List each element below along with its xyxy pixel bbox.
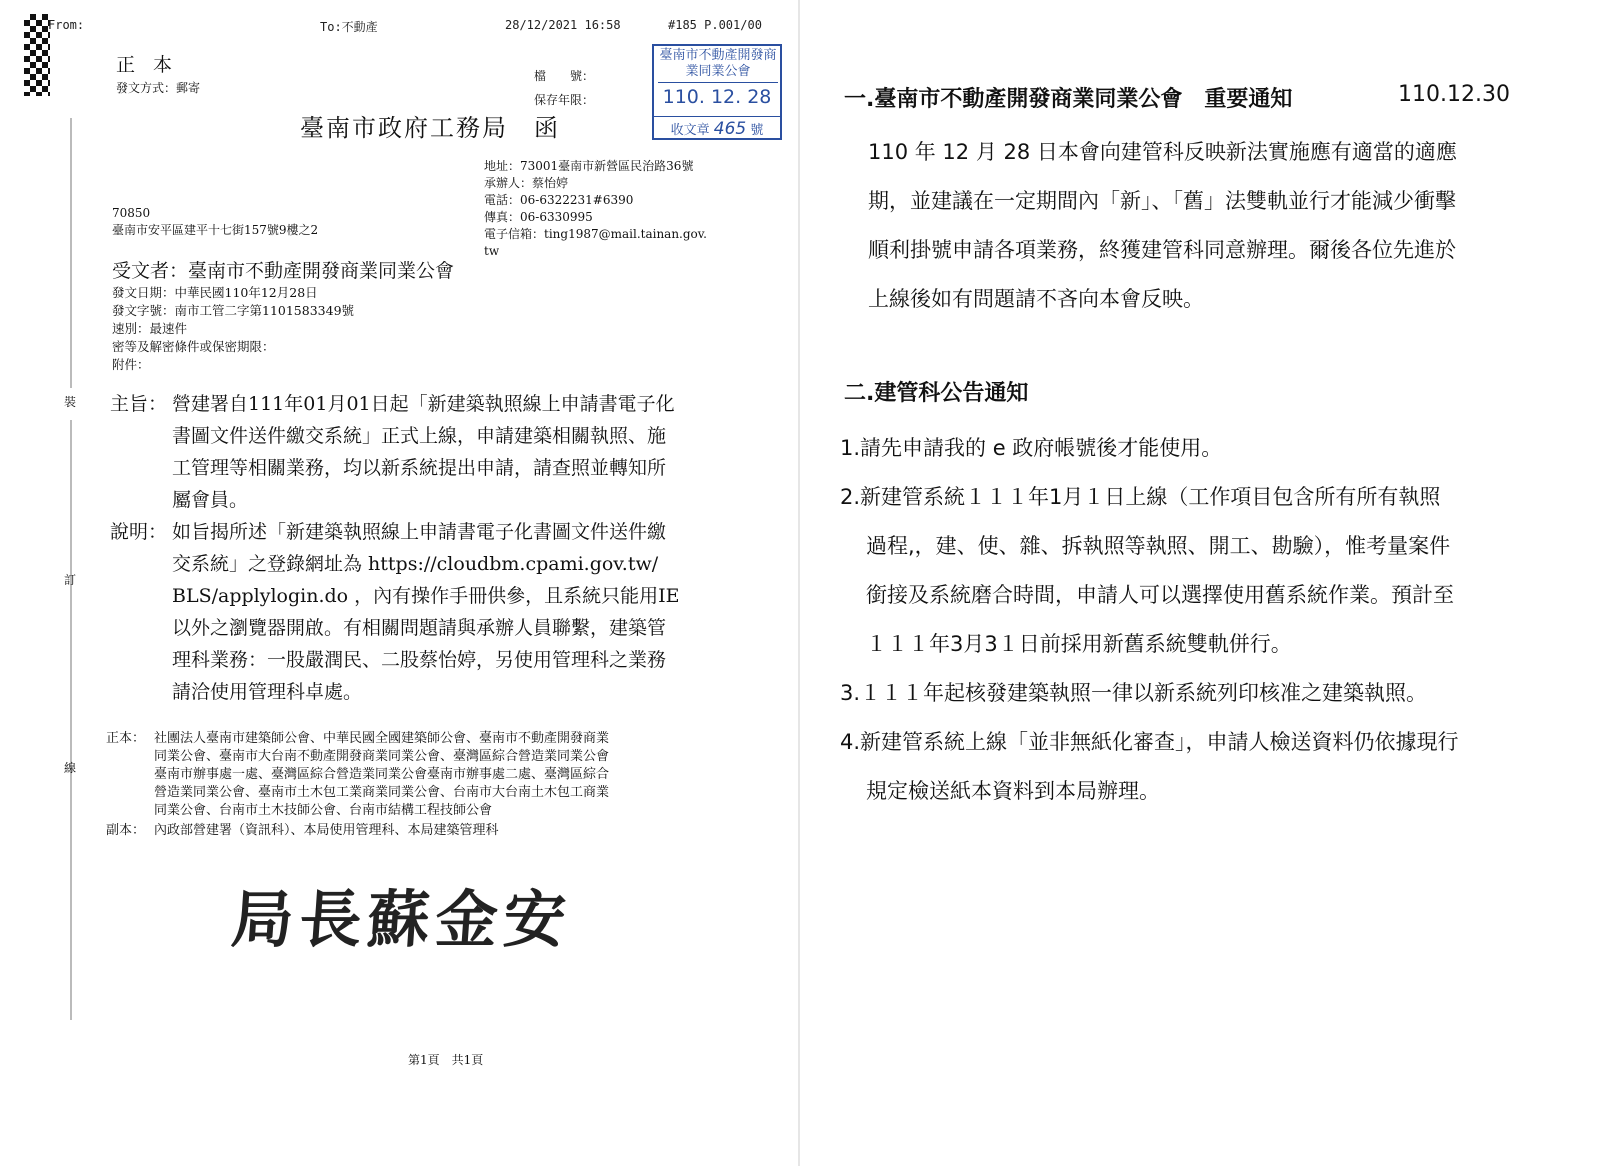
- notice-item-4: 4.新建管系統上線「並非無紙化審查」，申請人檢送資料仍依據現行 規定檢送紙本資料到本局辦理。: [840, 730, 1459, 803]
- binding-line-top: [70, 118, 72, 388]
- stamp-receipt: 收文章 465 號: [654, 116, 780, 139]
- subject-text: 營建署自111年01月01日起「新建築執照線上申請書電子化 書圖文件送件繳交系統」正式上線，申請建築相關執照、施 工管理等相關業務，均以新系統提出申請，請查照並轉知所 屬會員。: [172, 393, 675, 511]
- section2-items: [840, 424, 1580, 816]
- binding-line-bottom: [70, 420, 72, 1020]
- subject-label: 主旨：: [110, 393, 168, 415]
- fax-to: To:不動產: [320, 20, 378, 34]
- notice-item-1: 1.請先申請我的 e 政府帳號後才能使用。: [840, 436, 1223, 460]
- stamp-org: 臺南市不動產開發商業同業公會: [658, 48, 778, 83]
- binding-mark-ding: 訂: [64, 573, 77, 587]
- association-notice-page: [800, 0, 1600, 1166]
- recipient-zip: 70850: [112, 206, 151, 220]
- copy-type: 正 本: [116, 54, 179, 76]
- director-signature: 局長蘇金安: [229, 883, 575, 956]
- page-footer: 第1頁 共1頁: [408, 1053, 484, 1067]
- file-no-label: 檔 號：: [534, 69, 595, 83]
- agency-title: 臺南市政府工務局 函: [300, 114, 560, 142]
- cc-list: 社團法人臺南市建築師公會、中華民國全國建築師公會、臺南市不動產開發商業 同業公會、臺南市大台南不動產開發商業同業公會、臺灣區綜合營造業同業公會 臺南市辦事處一處、臺灣區綜合營造業同業公會臺南市辦事處二處、臺灣區綜合 營造業同業公會、臺南市土木包工業商業同業公會、台南市大台南土木包工商業 同業公會、台南市土木技師公會、台南市結構工程技師公會: [154, 731, 610, 818]
- copy-line: 內政部營建署（資訊科）、本局使用管理科、本局建築管理科: [154, 823, 499, 838]
- notice-item-3: 3.１１１年起核發建築執照一律以新系統列印核准之建築執照。: [840, 681, 1428, 705]
- stamp-date: 110. 12. 28: [662, 86, 772, 108]
- copy-label: 副本：: [106, 823, 146, 838]
- explain-label: 說明：: [110, 521, 168, 543]
- fax-datetime: 28/12/2021 16:58: [505, 18, 621, 32]
- recipient: 受文者：臺南市不動產開發商業同業公會: [112, 260, 455, 282]
- notice-item-2: 2.新建管系統１１１年1月１日上線（工作項目包含所有所有執照 過程,，建、使、雜、拆執照等執照、開工、勘驗），惟考量案件 銜接及系統磨合時間，申請人可以選擇使用舊系統作業。預計至 １１１年3月3１日前採用新舊系統雙軌併行。: [840, 485, 1454, 656]
- letter-meta: 發文日期：中華民國110年12月28日 發文字號：南市工管二字第1101583349號 速別：最速件 密等及解密條件或保密期限： 附件：: [112, 285, 355, 372]
- send-method: 發文方式：郵寄: [116, 81, 201, 95]
- explain-text: 如旨揭所述「新建築執照線上申請書電子化書圖文件送件繳 交系統」之登錄網址為 https://cloudbm.cpami.gov.tw/ BLS/applylogin.do ，內有操作手冊供參，且系統只能用IE 以外之瀏覽器開啟。有相關問題請與承辦人員聯繫，建築管 理科業務：一股嚴潤民、二股蔡怡婷，另使用管理科之業務 請洽使用管理科卓處。: [172, 521, 680, 703]
- section2-heading: 二.建管科公告通知: [844, 381, 1029, 406]
- notice-heading: 一.臺南市不動產開發商業同業公會 重要通知: [844, 87, 1293, 112]
- fax-binding-marker: [24, 14, 50, 96]
- recipient-address: 臺南市安平區建平十七街157號9樓之2: [112, 223, 319, 237]
- cc-label: 正本：: [106, 731, 146, 746]
- notice-body: 110 年 12 月 28 日本會向建管科反映新法實施應有適當的適應 期，並建議在一定期間內「新」、「舊」法雙軌並行才能減少衝擊 順利掛號申請各項業務，終獲建管科同意辦理。爾後各位先進於 上線後如有問題請不吝向本會反映。: [868, 140, 1457, 311]
- retention-label: 保存年限：: [534, 93, 595, 107]
- binding-mark-xian: 線: [64, 761, 77, 775]
- binding-mark-zhuang: 裝: [64, 395, 77, 409]
- fax-page: #185 P.001/00: [668, 18, 762, 32]
- receipt-stamp: [652, 44, 782, 140]
- notice-date: 110.12.30: [1398, 82, 1510, 107]
- fax-from: From:: [48, 18, 85, 32]
- sender-address-block: 地址：73001臺南市新營區民治路36號 承辦人：蔡怡婷 電話：06-6322231#6390 傳真：06-6330995 電子信箱：ting1987@mail.tainan.gov. tw: [484, 159, 707, 258]
